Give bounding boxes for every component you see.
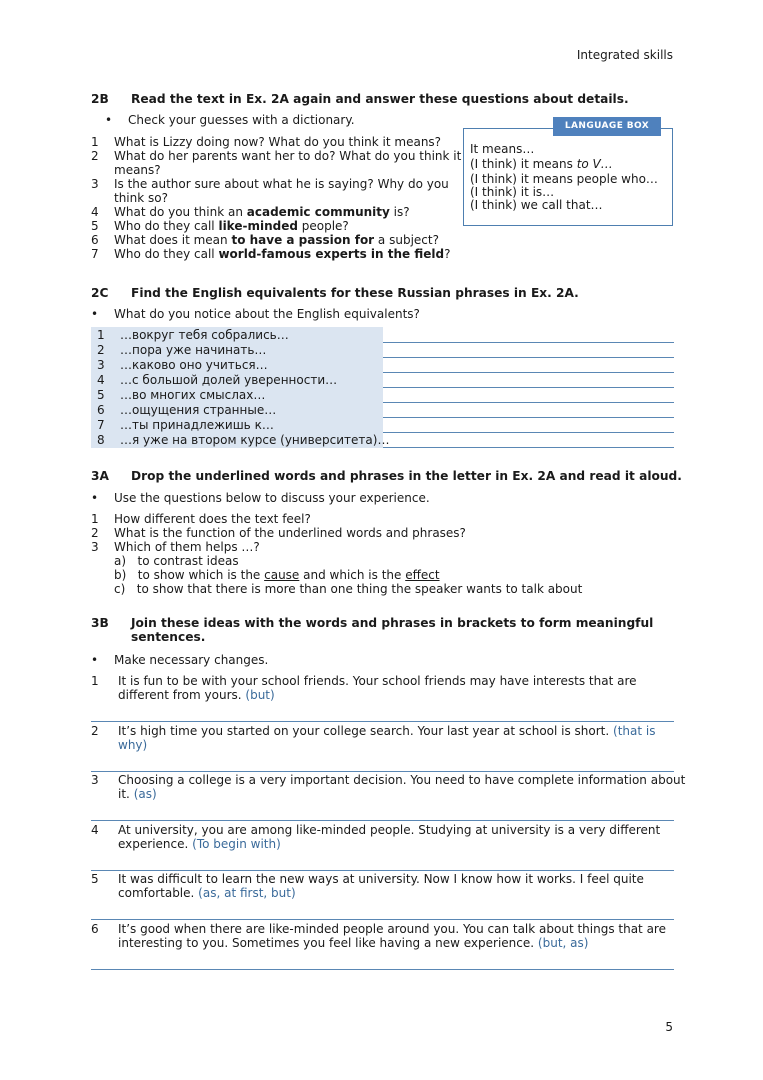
- answer-line[interactable]: [91, 771, 674, 772]
- exercise-code: 2C: [91, 286, 109, 300]
- item-2-line-1: It’s high time you started on your college search. Your last year at school is short. (that is: [118, 724, 656, 738]
- question-2-line-2: means?: [114, 163, 161, 177]
- question-6: What does it mean to have a passion for a subject?: [114, 233, 439, 247]
- exercise-code: 3B: [91, 616, 109, 630]
- item-6-line-1: It’s good when there are like-minded people around you. You can talk about things that are: [118, 922, 666, 936]
- answer-line[interactable]: [383, 387, 674, 388]
- item-6-line-2: interesting to you. Sometimes you feel like having a new experience. (but, as): [118, 936, 589, 950]
- answer-line[interactable]: [383, 342, 674, 343]
- language-box-line: (I think) we call that…: [470, 198, 603, 212]
- language-box-tag: LANGUAGE BOX: [553, 117, 661, 136]
- exercise-title: Join these ideas with the words and phrases in brackets to form meaningful: [131, 616, 654, 630]
- bullet-icon: •: [91, 307, 99, 321]
- option-c: c) to show that there is more than one thing the speaker wants to talk about: [114, 582, 583, 596]
- answer-line[interactable]: [91, 870, 674, 871]
- page-number: 5: [665, 1020, 673, 1034]
- instruction: What do you notice about the English equivalents?: [114, 307, 420, 321]
- question-3-line-2: think so?: [114, 191, 168, 205]
- item-4-line-2: experience. (To begin with): [118, 837, 281, 851]
- item-1-line-2: different from yours. (but): [118, 688, 275, 702]
- exercise-3a-heading: [91, 469, 682, 485]
- answer-line[interactable]: [383, 417, 674, 418]
- instruction: Make necessary changes.: [114, 653, 269, 667]
- item-5-line-2: comfortable. (as, at first, but): [118, 886, 296, 900]
- answer-line[interactable]: [91, 721, 674, 722]
- answer-line[interactable]: [383, 432, 674, 433]
- exercise-code: 3A: [91, 469, 109, 483]
- item-5-line-1: It was difficult to learn the new ways at university. Now I know how it works. I feel quite: [118, 872, 644, 886]
- answer-line[interactable]: [383, 402, 674, 403]
- question-4: What do you think an academic community is?: [114, 205, 410, 219]
- option-a: a) to contrast ideas: [114, 554, 239, 568]
- question-3: Which of them helps …?: [114, 540, 260, 554]
- question-5: Who do they call like-minded people?: [114, 219, 349, 233]
- exercise-title: Read the text in Ex. 2A again and answer these questions about details.: [131, 92, 629, 106]
- exercise-title: sentences.: [131, 630, 206, 644]
- item-3-line-1: Choosing a college is a very important decision. You need to have complete information about: [118, 773, 686, 787]
- running-header: Integrated skills: [576, 48, 673, 62]
- answer-line[interactable]: [383, 357, 674, 358]
- bullet-icon: •: [91, 653, 99, 667]
- exercise-code: 2B: [91, 92, 109, 106]
- exercise-2c-heading: [91, 286, 651, 302]
- item-3-line-2: it. (as): [118, 787, 157, 801]
- exercise-title: Find the English equivalents for these Russian phrases in Ex. 2A.: [131, 286, 579, 300]
- language-box-line: (I think) it means to V…: [470, 157, 613, 171]
- exercise-2b-heading: [91, 92, 651, 108]
- answer-line[interactable]: [91, 820, 674, 821]
- item-2-hint: why): [118, 738, 148, 752]
- language-box-line: (I think) it means people who…: [470, 172, 658, 186]
- option-b: b) to show which is the cause and which is the effect: [114, 568, 440, 582]
- question-2: What is the function of the underlined words and phrases?: [114, 526, 466, 540]
- russian-phrases-table: 1 …вокруг тебя собрались… 2 …пора уже начинать… 3 …каково оно учиться… 4 …с большой долей уверенности… 5 …во многих смыслах… 6 …ощущения странные… 7 …ты принадлежишь к… 8 …я уже на втором курсе (университета)…: [91, 327, 383, 448]
- answer-line[interactable]: [383, 447, 674, 448]
- question-2-line-1: What do her parents want her to do? What do you think it: [114, 149, 462, 163]
- question-7: Who do they call world-famous experts in the field?: [114, 247, 451, 261]
- answer-line[interactable]: [91, 969, 674, 970]
- question-3-line-1: Is the author sure about what he is saying? Why do you: [114, 177, 449, 191]
- exercise-3b-heading: [91, 616, 661, 648]
- instruction: Check your guesses with a dictionary.: [128, 113, 355, 127]
- question-1: How different does the text feel?: [114, 512, 311, 526]
- bullet-icon: •: [105, 113, 113, 127]
- language-box-line: (I think) it is…: [470, 185, 555, 199]
- answer-line[interactable]: [383, 372, 674, 373]
- item-4-line-1: At university, you are among like-minded people. Studying at university is a very different: [118, 823, 661, 837]
- language-box-line: It means…: [470, 142, 535, 156]
- answer-line[interactable]: [91, 919, 674, 920]
- question-1: What is Lizzy doing now? What do you think it means?: [114, 135, 442, 149]
- item-1-line-1: It is fun to be with your school friends. Your school friends may have interests that are: [118, 674, 637, 688]
- exercise-title: Drop the underlined words and phrases in the letter in Ex. 2A and read it aloud.: [131, 469, 682, 483]
- instruction: Use the questions below to discuss your experience.: [114, 491, 430, 505]
- bullet-icon: •: [91, 491, 99, 505]
